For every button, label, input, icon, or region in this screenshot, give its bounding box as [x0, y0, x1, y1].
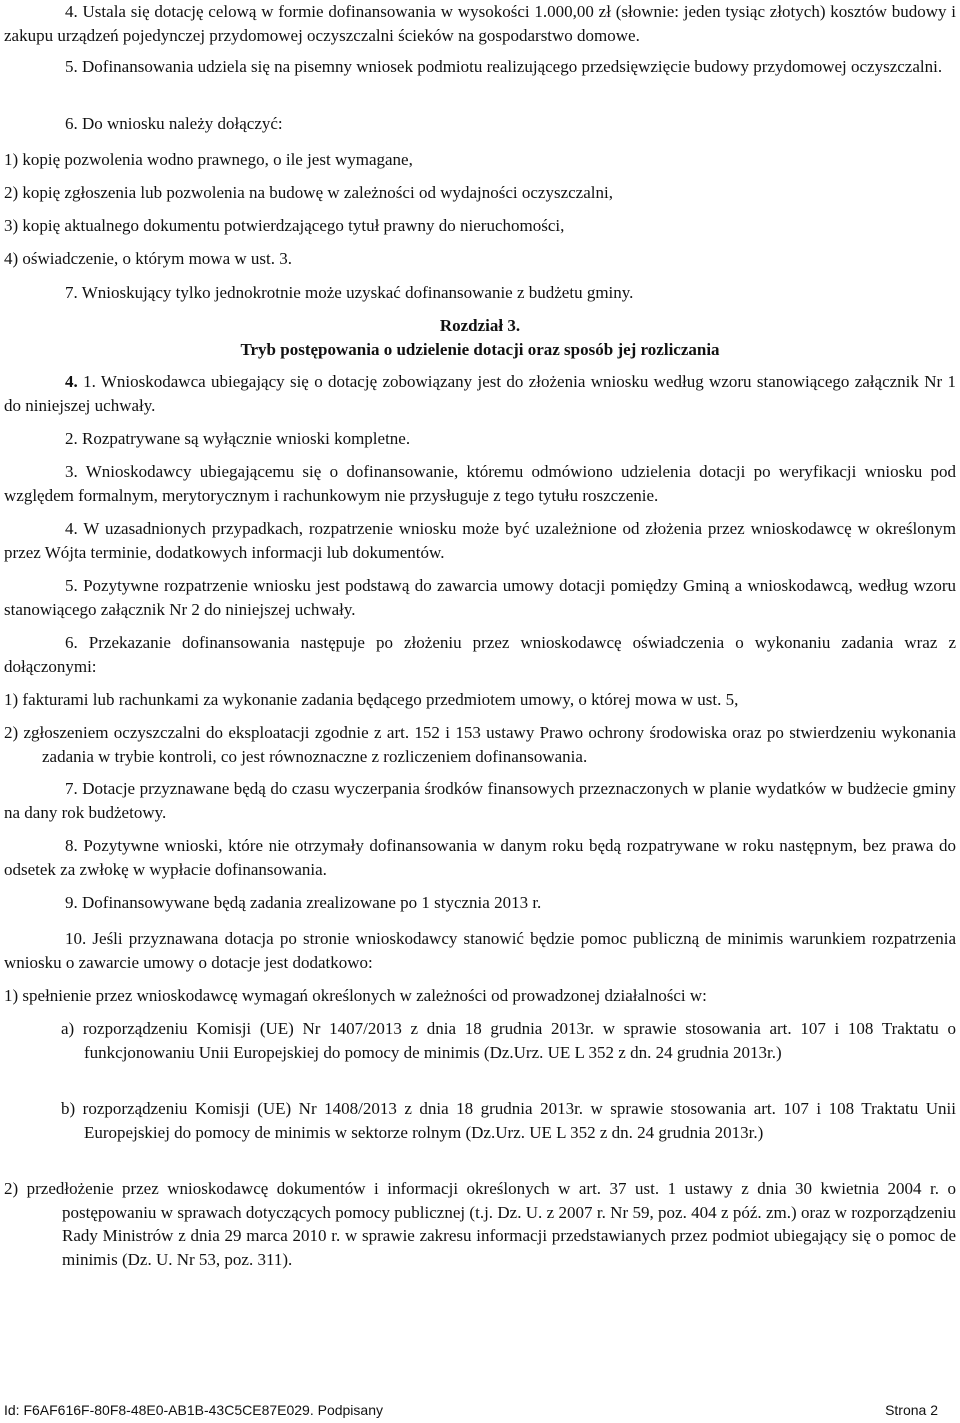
- list-item-text: a) rozporządzeniu Komisji (UE) Nr 1407/2013 z dnia 18 grudnia 2013r. w sprawie stosowania art. 107 i 108 Traktatu o funkcjonowaniu Unii Europejskiej do pomocy de minimis (Dz.Urz. UE L 352 z dn. 24 grudnia 2013r.): [61, 1019, 956, 1062]
- paragraph-body: 1. Wnioskodawca ubiegający się o dotację zobowiązany jest do złożenia wniosku według wzoru stanowiącego załącznik Nr 1 do niniejszej uchwały.: [4, 372, 957, 415]
- list-item-text: 2) kopię zgłoszenia lub pozwolenia na budowę w zależności od wydajności oczyszczalni,: [4, 183, 613, 202]
- paragraph-text: 6. Przekazanie dofinansowania następuje po złożeniu przez wnioskodawcę oświadczenia o wykonaniu zadania wraz z dołączonymi:: [4, 633, 956, 676]
- list-item: [0, 688, 960, 712]
- list-item: [0, 984, 960, 1008]
- list-item-text: 1) kopię pozwolenia wodno prawnego, o ile jest wymagane,: [4, 150, 413, 169]
- list-item: [0, 214, 960, 238]
- paragraph-5: [0, 55, 960, 79]
- list-item-text: 2) zgłoszeniem oczyszczalni do eksploatacji zgodnie z art. 152 i 153 ustawy Prawo ochrony środowiska oraz po stwierdzeniu wykonania zadania w trybie kontroli, co jest równoznaczne z rozliczeniem dofinansowania.: [4, 723, 956, 766]
- section-4-paragraph-1: [0, 370, 960, 417]
- list-item: [0, 181, 960, 205]
- paragraph-text: 5. Pozytywne rozpatrzenie wniosku jest podstawą do zawarcia umowy dotacji pomiędzy Gminą a wnioskodawcą, według wzoru stanowiącego załącznik Nr 2 do niniejszej uchwały.: [4, 576, 956, 619]
- document-id: Id: F6AF616F-80F8-48E0-AB1B-43C5CE87E029. Podpisany: [4, 1402, 383, 1418]
- list-item-text: 1) fakturami lub rachunkami za wykonanie zadania będącego przedmiotem umowy, o której mowa w ust. 5,: [4, 690, 739, 709]
- paragraph-text: 8. Pozytywne wnioski, które nie otrzymały dofinansowania w danym roku będą rozpatrywane w roku następnym, bez prawa do odsetek za zwłokę w wypłacie dofinansowania.: [4, 836, 956, 879]
- list-item: [0, 1177, 960, 1271]
- chapter-number: Rozdział 3.: [439, 316, 521, 335]
- list-item: [0, 721, 960, 768]
- chapter-title: Tryb postępowania o udzielenie dotacji oraz sposób jej rozliczania: [240, 340, 720, 359]
- paragraph-text: 9. Dofinansowywane będą zadania zrealizowane po 1 stycznia 2013 r.: [65, 893, 542, 912]
- paragraph-text: 4. Ustala się dotację celową w formie dofinansowania w wysokości 1.000,00 zł (słownie: jeden tysiąc złotych) kosztów budowy i zakupu urządzeń pojedynczej przydomowej oczyszczalni ścieków na gospodarstwo domowe.: [4, 2, 956, 45]
- paragraph-6: [0, 112, 960, 136]
- list-item-text: 4) oświadczenie, o którym mowa w ust. 3.: [4, 249, 292, 268]
- list-item-text: 1) spełnienie przez wnioskodawcę wymagań określonych w zależności od prowadzonej działalności w:: [4, 986, 707, 1005]
- paragraph-text: 5. Dofinansowania udziela się na pisemny wniosek podmiotu realizującego przedsięwzięcie budowy przydomowej oczyszczalni.: [65, 57, 943, 76]
- list-item-text: 3) kopię aktualnego dokumentu potwierdzającego tytuł prawny do nieruchomości,: [4, 216, 565, 235]
- paragraph-7: [0, 281, 960, 305]
- paragraph-text: 2. Rozpatrywane są wyłącznie wnioski kompletne.: [65, 429, 411, 448]
- paragraph-text: 7. Wnioskujący tylko jednokrotnie może uzyskać dofinansowanie z budżetu gminy.: [65, 283, 634, 302]
- list-item: [0, 148, 960, 172]
- paragraph-text: 4. W uzasadnionych przypadkach, rozpatrzenie wniosku może być uzależnione od złożenia przez wnioskodawcę w określonym przez Wójta terminie, dodatkowych informacji lub dokumentów.: [4, 519, 956, 562]
- section-4-paragraph-3: [0, 460, 960, 507]
- section-4-paragraph-9: [0, 891, 960, 915]
- section-4-paragraph-10: [0, 927, 960, 974]
- chapter-heading: [0, 314, 960, 362]
- section-4-paragraph-8: [0, 834, 960, 881]
- list-item: [0, 247, 960, 271]
- paragraph-text: 10. Jeśli przyznawana dotacja po stronie wnioskodawcy stanowić będzie pomoc publiczną de minimis warunkiem rozpatrzenia wniosku o zawarcie umowy o dotacje jest dodatkowo:: [4, 929, 956, 972]
- section-4-paragraph-4: [0, 517, 960, 564]
- paragraph-text: [0, 370, 960, 417]
- list-item-text: 2) przedłożenie przez wnioskodawcę dokumentów i informacji określonych w art. 37 ust. 1 ustawy z dnia 30 kwietnia 2004 r. o postępowaniu w sprawach dotyczących pomocy publicznej (t.j. Dz. U. z 2007 r. Nr 59, poz. 404 z póź. zm.) oraz w rozporządzeniu Rady Ministrów z dnia 29 marca 2010 r. w sprawie zakresu informacji przedstawianych przez podmiot ubiegający się o pomoc de minimis (Dz. U. Nr 53, poz. 311).: [4, 1179, 956, 1269]
- section-number: 4.: [65, 372, 78, 391]
- paragraph-text: 7. Dotacje przyznawane będą do czasu wyczerpania środków finansowych przeznaczonych w planie wydatków w budżecie gminy na dany rok budżetowy.: [4, 779, 956, 822]
- section-4-paragraph-5: [0, 574, 960, 621]
- list-item: [0, 1097, 960, 1144]
- paragraph-text: 3. Wnioskodawcy ubiegającemu się o dofinansowanie, któremu odmówiono udzielenia dotacji po weryfikacji wniosku pod względem formalnym, merytorycznym i rachunkowym nie przysługuje z tego tytułu roszczenie.: [4, 462, 956, 505]
- list-item-text: b) rozporządzeniu Komisji (UE) Nr 1408/2013 z dnia 18 grudnia 2013r. w sprawie stosowania art. 107 i 108 Traktatu Unii Europejskiej do pomocy de minimis w sektorze rolnym (Dz.Urz. UE L 352 z dn. 24 grudnia 2013r.): [61, 1099, 956, 1142]
- page-number: Strona 2: [885, 1402, 938, 1418]
- paragraph-text: 6. Do wniosku należy dołączyć:: [65, 114, 283, 133]
- list-item: [0, 1017, 960, 1064]
- section-4-paragraph-6: [0, 631, 960, 678]
- section-4-paragraph-7: [0, 777, 960, 824]
- section-4-paragraph-2: [0, 427, 960, 451]
- page-footer: [4, 1402, 938, 1418]
- paragraph-4: [0, 0, 960, 47]
